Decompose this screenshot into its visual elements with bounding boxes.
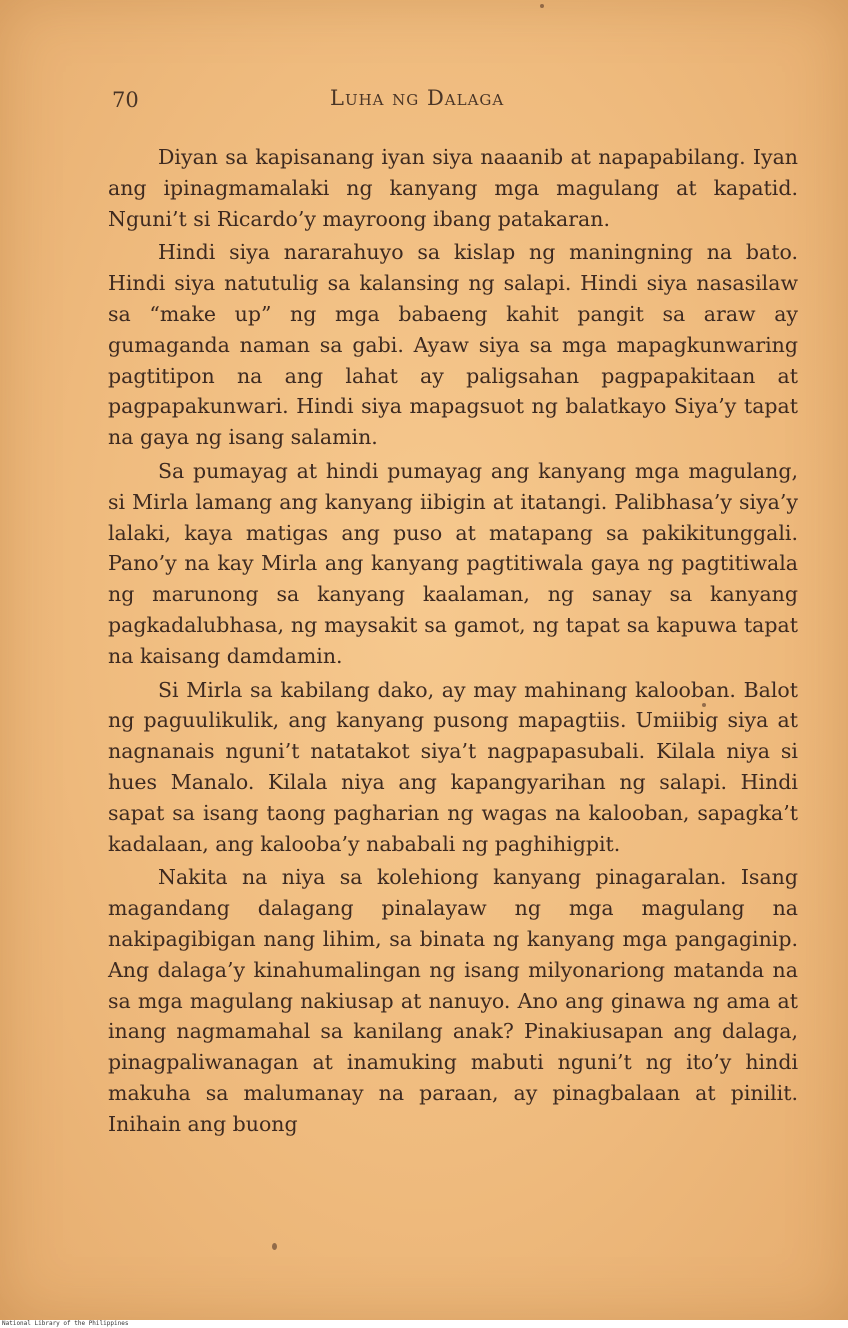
page-header <box>110 84 800 114</box>
paragraph-5: Nakita na niya sa kolehiong kanyang pinagaralan. Isang magandang dalagang pinalayaw ng mga magulang na nakipagibigan nang lihim, sa binata ng kanyang mga pangaginip. Ang dalaga’y kinahumalingan ng isang milyonariong matanda na sa mga magulang nakiusap at nanuyo. Ano ang ginawa ng ama at inang nagmamahal sa kanilang anak? Pinakiusapan ang dalaga, pinagpaliwanagan at inamuking mabuti nguni’t ng ito’y hindi makuha sa malumanay na paraan, ay pinagbalaan at pinilit. Inihain ang buong <box>108 865 798 1136</box>
ink-speck <box>540 4 544 8</box>
running-title: Luha ng Dalaga <box>330 86 505 110</box>
page-number: 70 <box>112 88 139 112</box>
ink-speck <box>272 1243 277 1250</box>
paragraph-3: Sa pumayag at hindi pumayag ang kanyang mga magulang, si Mirla lamang ang kanyang iibigin at itatangi. Palibhasa’y siya’y lalaki, kaya matigas ang puso at matapang sa pakikitunggali. Pano’y na kay Mirla ang kanyang pagtitiwala gaya ng pagtitiwala ng marunong sa kanyang kaalaman, ng sanay sa kanyang pagkadalubhasa, ng maysakit sa gamot, ng tapat sa kapuwa tapat na kaisang damdamin. <box>108 458 798 668</box>
body-text <box>108 142 798 1143</box>
paragraph-2: Hindi siya nararahuyo sa kislap ng maningning na bato. Hindi siya natutulig sa kalansing ng salapi. Hindi siya nasasilaw sa “make up” ng mga babaeng kahit pangit sa araw ay gumaganda naman sa gabi. Ayaw siya sa mga mapagkunwaring pagtitipon na ang lahat ay paligsahan pagpapakitaan at pagpapakunwari. Hindi siya mapagsuot ng balatkayo Siya’y tapat na gaya ng isang salamin. <box>108 240 798 450</box>
paragraph-4: Si Mirla sa kabilang dako, ay may mahinang kalooban. Balot ng paguulikulik, ang kanyang pusong mapagtiis. Umiibig siya at nagnanais nguni’t natatakot siya’t nagpapasubali. Kilala niya si hues Manalo. Kilala niya ang kapangyarihan ng salapi. Hindi sapat sa isang taong pagharian ng wagas na kalooban, sapagka’t kadalaan, ang kalooba’y nababali ng paghihigpit. <box>108 677 798 856</box>
library-credit: National Library of the Philippines <box>2 1320 129 1327</box>
paragraph-1: Diyan sa kapisanang iyan siya naaanib at napapabilang. Iyan ang ipinagmamalaki ng kanyang mga magulang at kapatid. Nguni’t si Ricardo’y mayroong ibang patakaran. <box>108 145 798 231</box>
ink-speck <box>702 703 706 707</box>
